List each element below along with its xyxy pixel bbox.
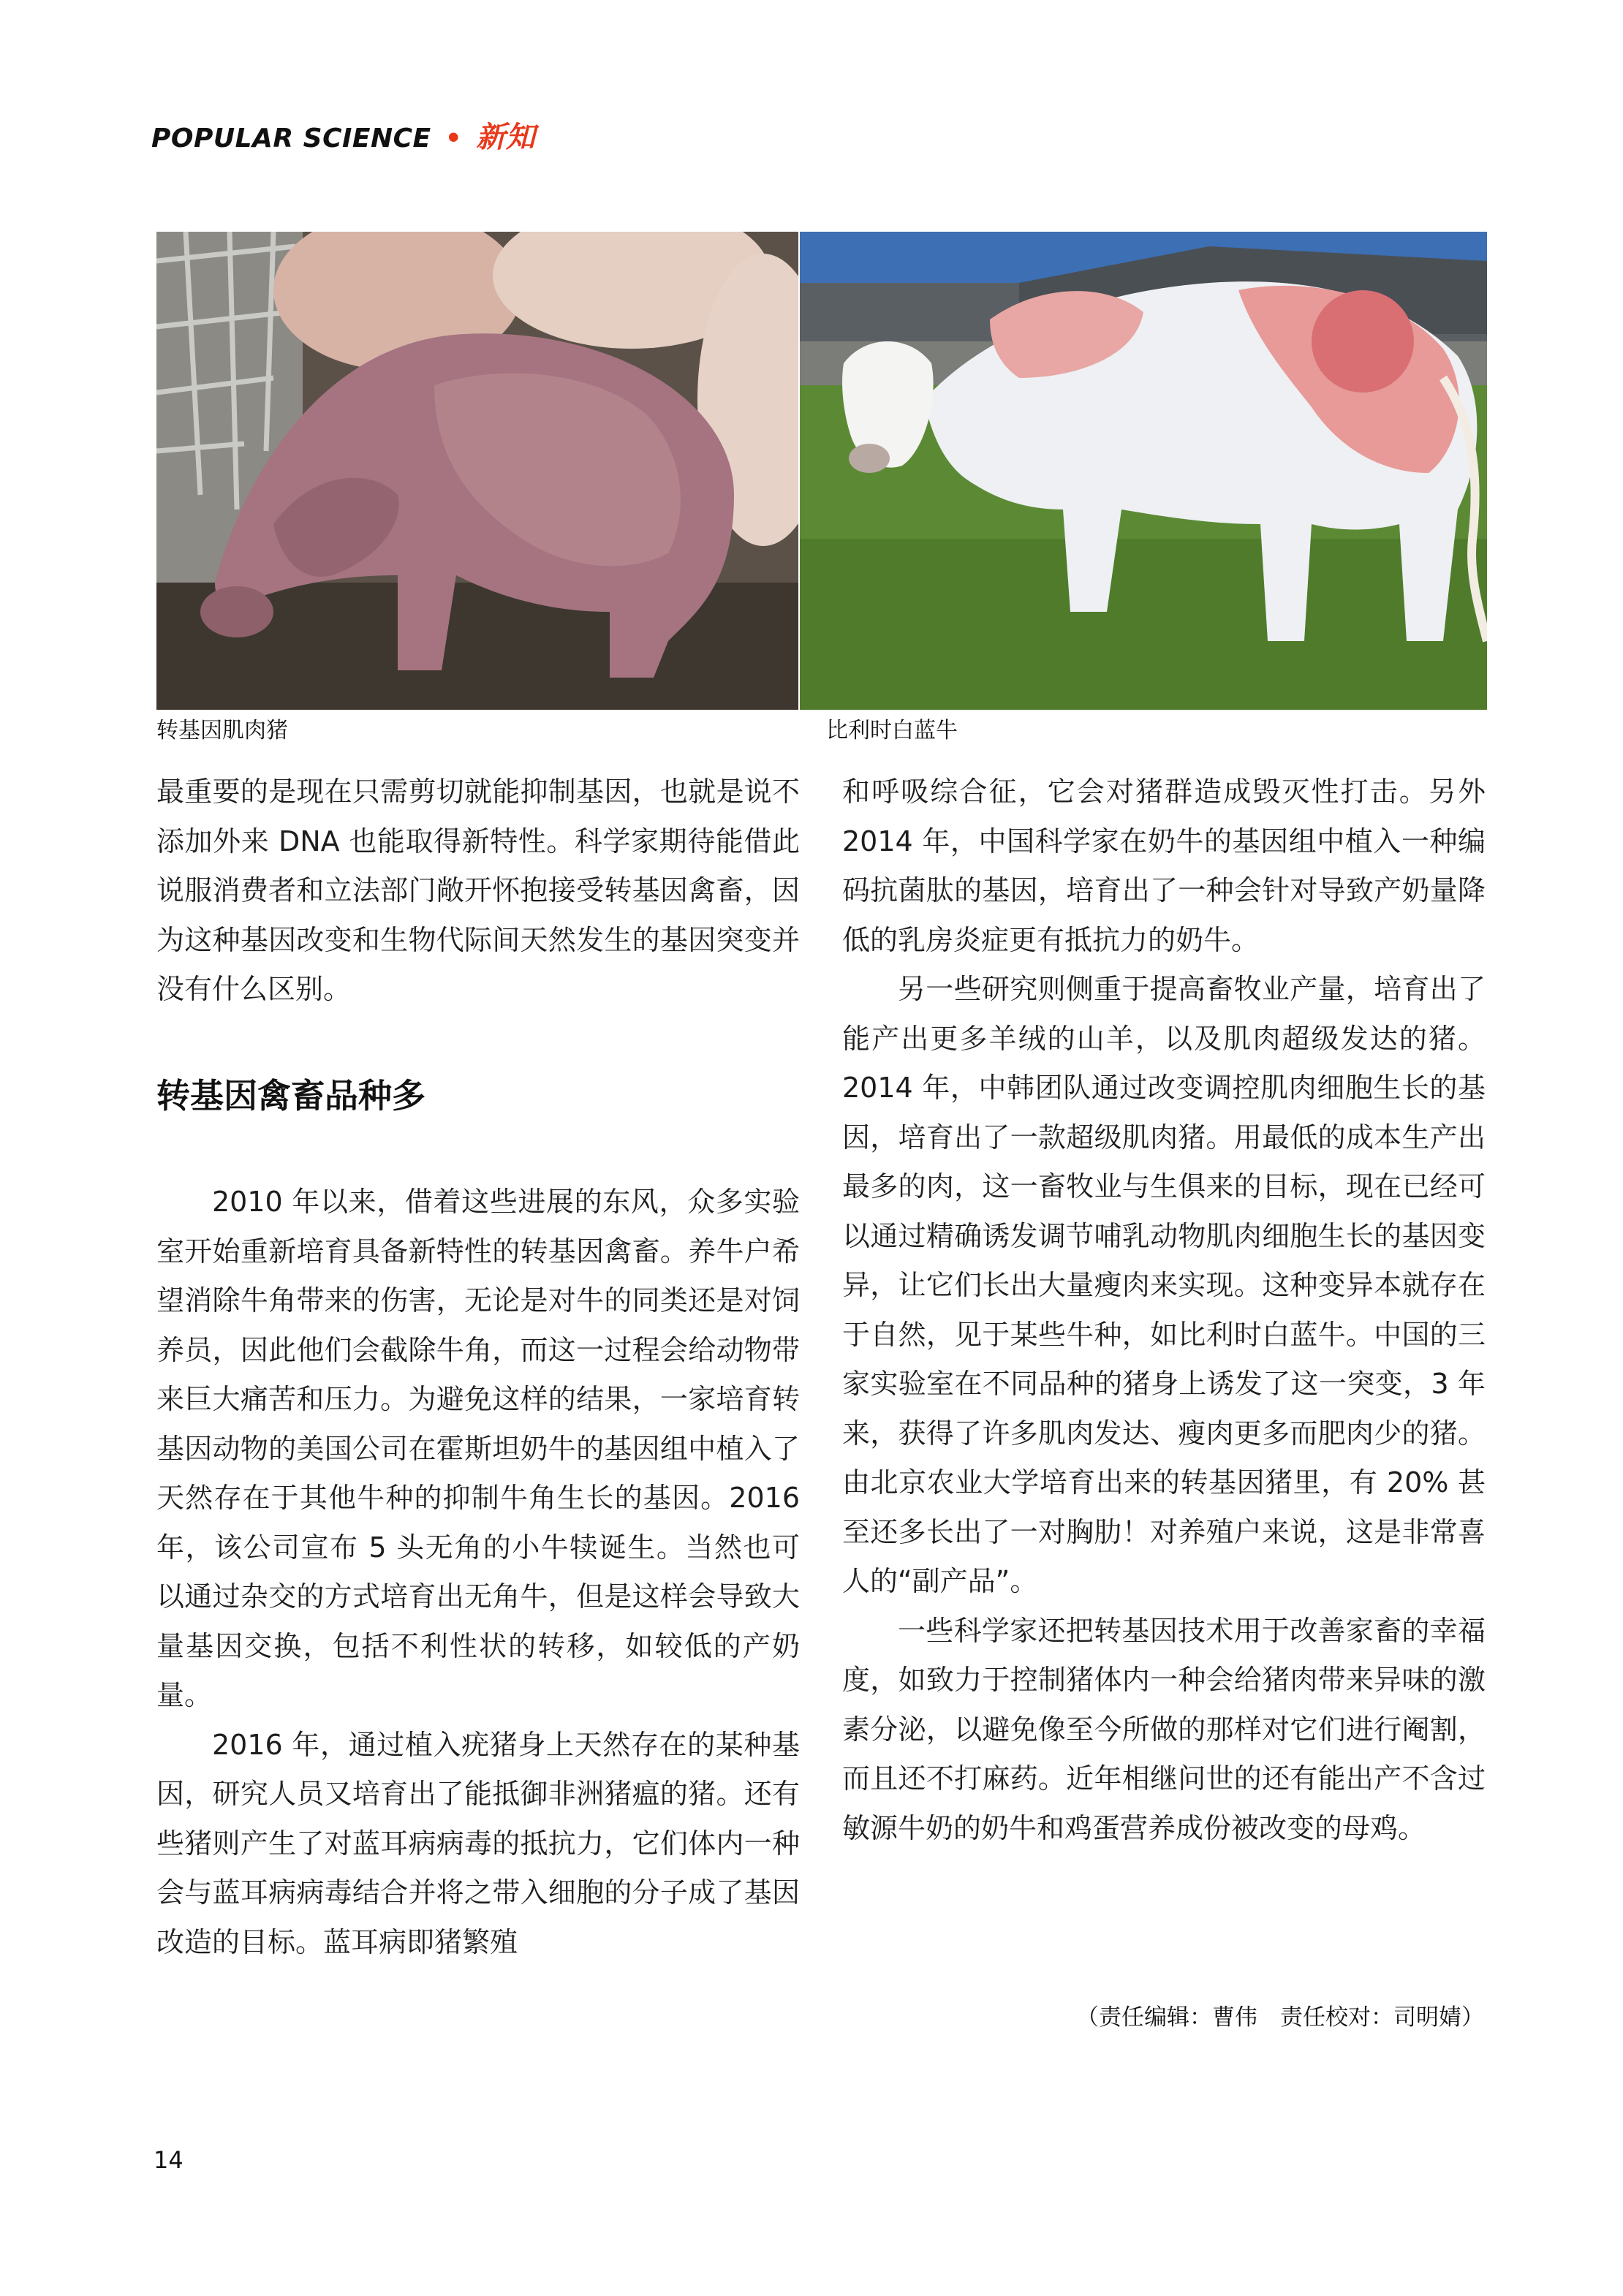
right-text-column <box>842 768 1486 1853</box>
header-separator: • <box>444 124 463 154</box>
figure-caption-cow: 比利时白蓝牛 <box>826 718 958 743</box>
body-paragraph: 2010 年以来，借着这些进展的东风，众多实验室开始重新培育具备新特性的转基因禽畜。养牛户希望消除牛角带来的伤害，无论是对牛的同类还是对饲养员，因此他们会截除牛角，而这一过程会给动物带来巨大痛苦和压力。为避免这样的结果，一家培育转基因动物的美国公司在霍斯坦奶牛的基因组中植入了天然存在于其他牛种的抑制牛角生长的基因。2016 年，该公司宣布 5 头无角的小牛犊诞生。当然也可以通过杂交的方式培育出无角牛，但是这样会导致大量基因交换，包括不利性状的转移，如较低的产奶量。 <box>156 1186 800 1711</box>
body-paragraph: 和呼吸综合征，它会对猪群造成毁灭性打击。另外 2014 年，中国科学家在奶牛的基因组中植入一种编码抗菌肽的基因，培育出了一种会针对导致产奶量降低的乳房炎症更有抵抗力的奶牛。 <box>842 776 1486 956</box>
editor-credit: （责任编辑：曹伟 责任校对：司明婧） <box>1076 2004 1484 2031</box>
section-subheading: 转基因禽畜品种多 <box>156 1075 425 1115</box>
transgenic-pig-photo <box>156 232 798 710</box>
magazine-brand: POPULAR SCIENCE <box>151 124 431 154</box>
body-paragraph: 一些科学家还把转基因技术用于改善家畜的幸福度，如致力于控制猪体内一种会给猪肉带来异味的激素分泌，以避免像至今所做的那样对它们进行阉割，而且还不打麻药。近年相继问世的还有能出产不含过敏源牛奶的奶牛和鸡蛋营养成份被改变的母鸡。 <box>842 1614 1486 1844</box>
body-paragraph: 另一些研究则侧重于提高畜牧业产量，培育出了能产出更多羊绒的山羊，以及肌肉超级发达的猪。2014 年，中韩团队通过改变调控肌肉细胞生长的基因，培育出了一款超级肌肉猪。用最低的成本生产出最多的肉，这一畜牧业与生俱来的目标，现在已经可以通过精确诱发调节哺乳动物肌肉细胞生长的基因变异，让它们长出大量瘦肉来实现。这种变异本就存在于自然，见于某些牛种，如比利时白蓝牛。中国的三家实验室在不同品种的猪身上诱发了这一突变，3 年来，获得了许多肌肉发达、瘦肉更多而肥肉少的猪。由北京农业大学培育出来的转基因猪里，有 20% 甚至还多长出了一对胸肋！对养殖户来说，这是非常喜人的“副产品”。 <box>842 973 1486 1597</box>
left-text-column <box>156 768 800 1967</box>
intro-paragraph: 最重要的是现在只需剪切就能抑制基因，也就是说不添加外来 DNA 也能取得新特性。科学家期待能借此说服消费者和立法部门敞开怀抱接受转基因禽畜，因为这种基因改变和生物代际间天然发生的基因突变并没有什么区别。 <box>156 776 800 1005</box>
figure-caption-pig: 转基因肌肉猪 <box>156 718 288 743</box>
body-paragraph: 2016 年，通过植入疣猪身上天然存在的某种基因，研究人员又培育出了能抵御非洲猪瘟的猪。还有些猪则产生了对蓝耳病病毒的抵抗力，它们体内一种会与蓝耳病病毒结合并将之带入细胞的分子成了基因改造的目标。蓝耳病即猪繁殖 <box>156 1728 800 1958</box>
belgian-blue-cattle-photo <box>800 232 1487 710</box>
section-label: 新知 <box>476 121 536 154</box>
page-number: 14 <box>154 2146 184 2174</box>
magazine-header <box>151 117 535 158</box>
